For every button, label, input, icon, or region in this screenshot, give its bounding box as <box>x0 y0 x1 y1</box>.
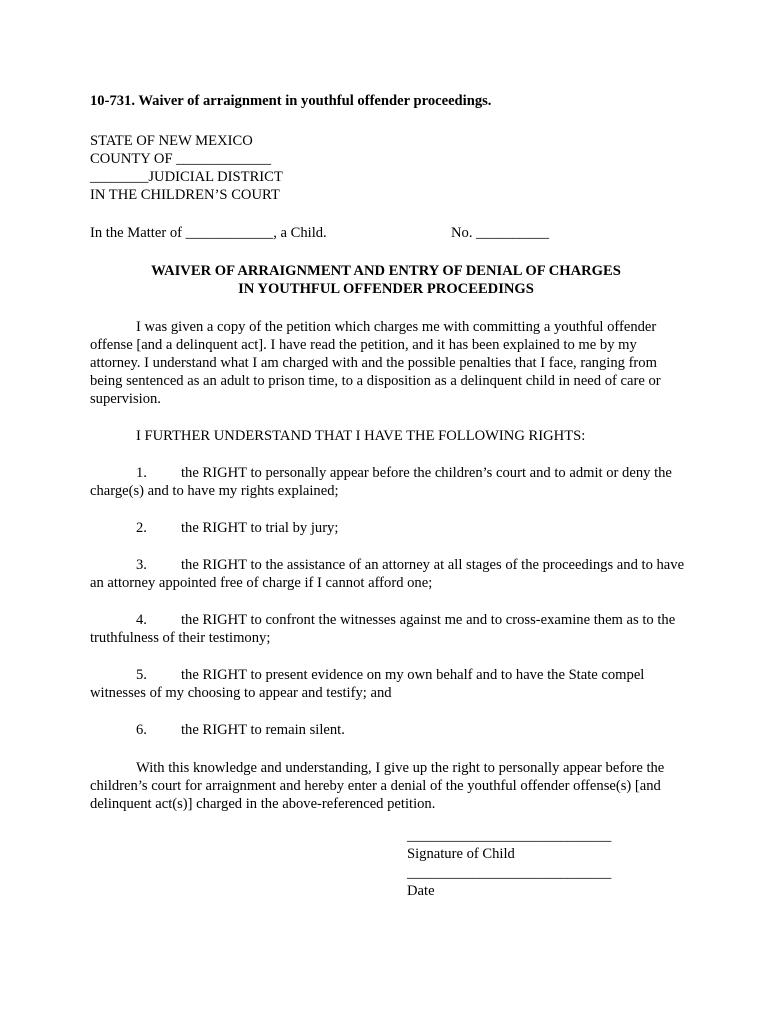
right-item-4 <box>90 611 690 647</box>
date-label: Date <box>407 883 435 899</box>
right-text: the RIGHT to remain silent. <box>181 722 345 738</box>
document-page <box>90 92 690 813</box>
heading-line-2: IN YOUTHFUL OFFENDER PROCEEDINGS <box>238 281 534 297</box>
right-number: 4. <box>136 612 147 628</box>
right-item-2 <box>90 519 690 537</box>
case-caption <box>90 132 690 204</box>
case-number: No. __________ <box>451 225 550 241</box>
intro-paragraph: I was given a copy of the petition which charges me with committing a youthful offender offense [and a delinquent act]. I have read the petition, and it has been explained to me by my attorney. I understand what I am charged with and the possible penalties that I face, ranging from being sentenced as an adult to prison time, to a disposition as a delinquent child in need of care or supervision. <box>90 319 661 407</box>
signature-block <box>407 827 612 900</box>
right-number: 1. <box>136 465 147 481</box>
right-text: the RIGHT to present evidence on my own behalf and to have the State compel witnesses of my choosing to appear and testify; and <box>90 667 645 701</box>
right-item-3 <box>90 556 690 592</box>
caption-state: STATE OF NEW MEXICO <box>90 133 253 149</box>
signature-line: ____________________________ <box>407 828 612 844</box>
caption-district: ________JUDICIAL DISTRICT <box>90 169 283 185</box>
right-number: 6. <box>136 722 147 738</box>
right-text: the RIGHT to trial by jury; <box>181 520 339 536</box>
date-line: ____________________________ <box>407 865 612 881</box>
right-text: the RIGHT to personally appear before the children’s court and to admit or deny the charge(s) and to have my rights explained; <box>90 465 672 499</box>
document-heading <box>90 262 690 298</box>
right-text: the RIGHT to confront the witnesses against me and to cross-examine them as to the truthfulness of their testimony; <box>90 612 676 646</box>
heading-line-1: WAIVER OF ARRAIGNMENT AND ENTRY OF DENIAL OF CHARGES <box>151 263 621 279</box>
caption-county: COUNTY OF _____________ <box>90 151 272 167</box>
matter-line <box>90 224 690 242</box>
rule-title: 10-731. Waiver of arraignment in youthful offender proceedings. <box>90 93 492 109</box>
right-item-5 <box>90 666 690 702</box>
right-item-6 <box>90 721 690 739</box>
rights-intro: I FURTHER UNDERSTAND THAT I HAVE THE FOLLOWING RIGHTS: <box>136 428 586 444</box>
closing-paragraph: With this knowledge and understanding, I give up the right to personally appear before the children’s court for arraignment and hereby enter a denial of the youthful offender offense(s) [and delinquent act(s)] charged in the above-referenced petition. <box>90 760 665 812</box>
signature-label: Signature of Child <box>407 846 515 862</box>
right-item-1 <box>90 464 690 500</box>
matter-of-child: In the Matter of ____________, a Child. <box>90 225 327 241</box>
right-text: the RIGHT to the assistance of an attorney at all stages of the proceedings and to have an attorney appointed free of charge if I cannot afford one; <box>90 557 685 591</box>
caption-court: IN THE CHILDREN’S COURT <box>90 187 280 203</box>
right-number: 3. <box>136 557 147 573</box>
right-number: 2. <box>136 520 147 536</box>
right-number: 5. <box>136 667 147 683</box>
